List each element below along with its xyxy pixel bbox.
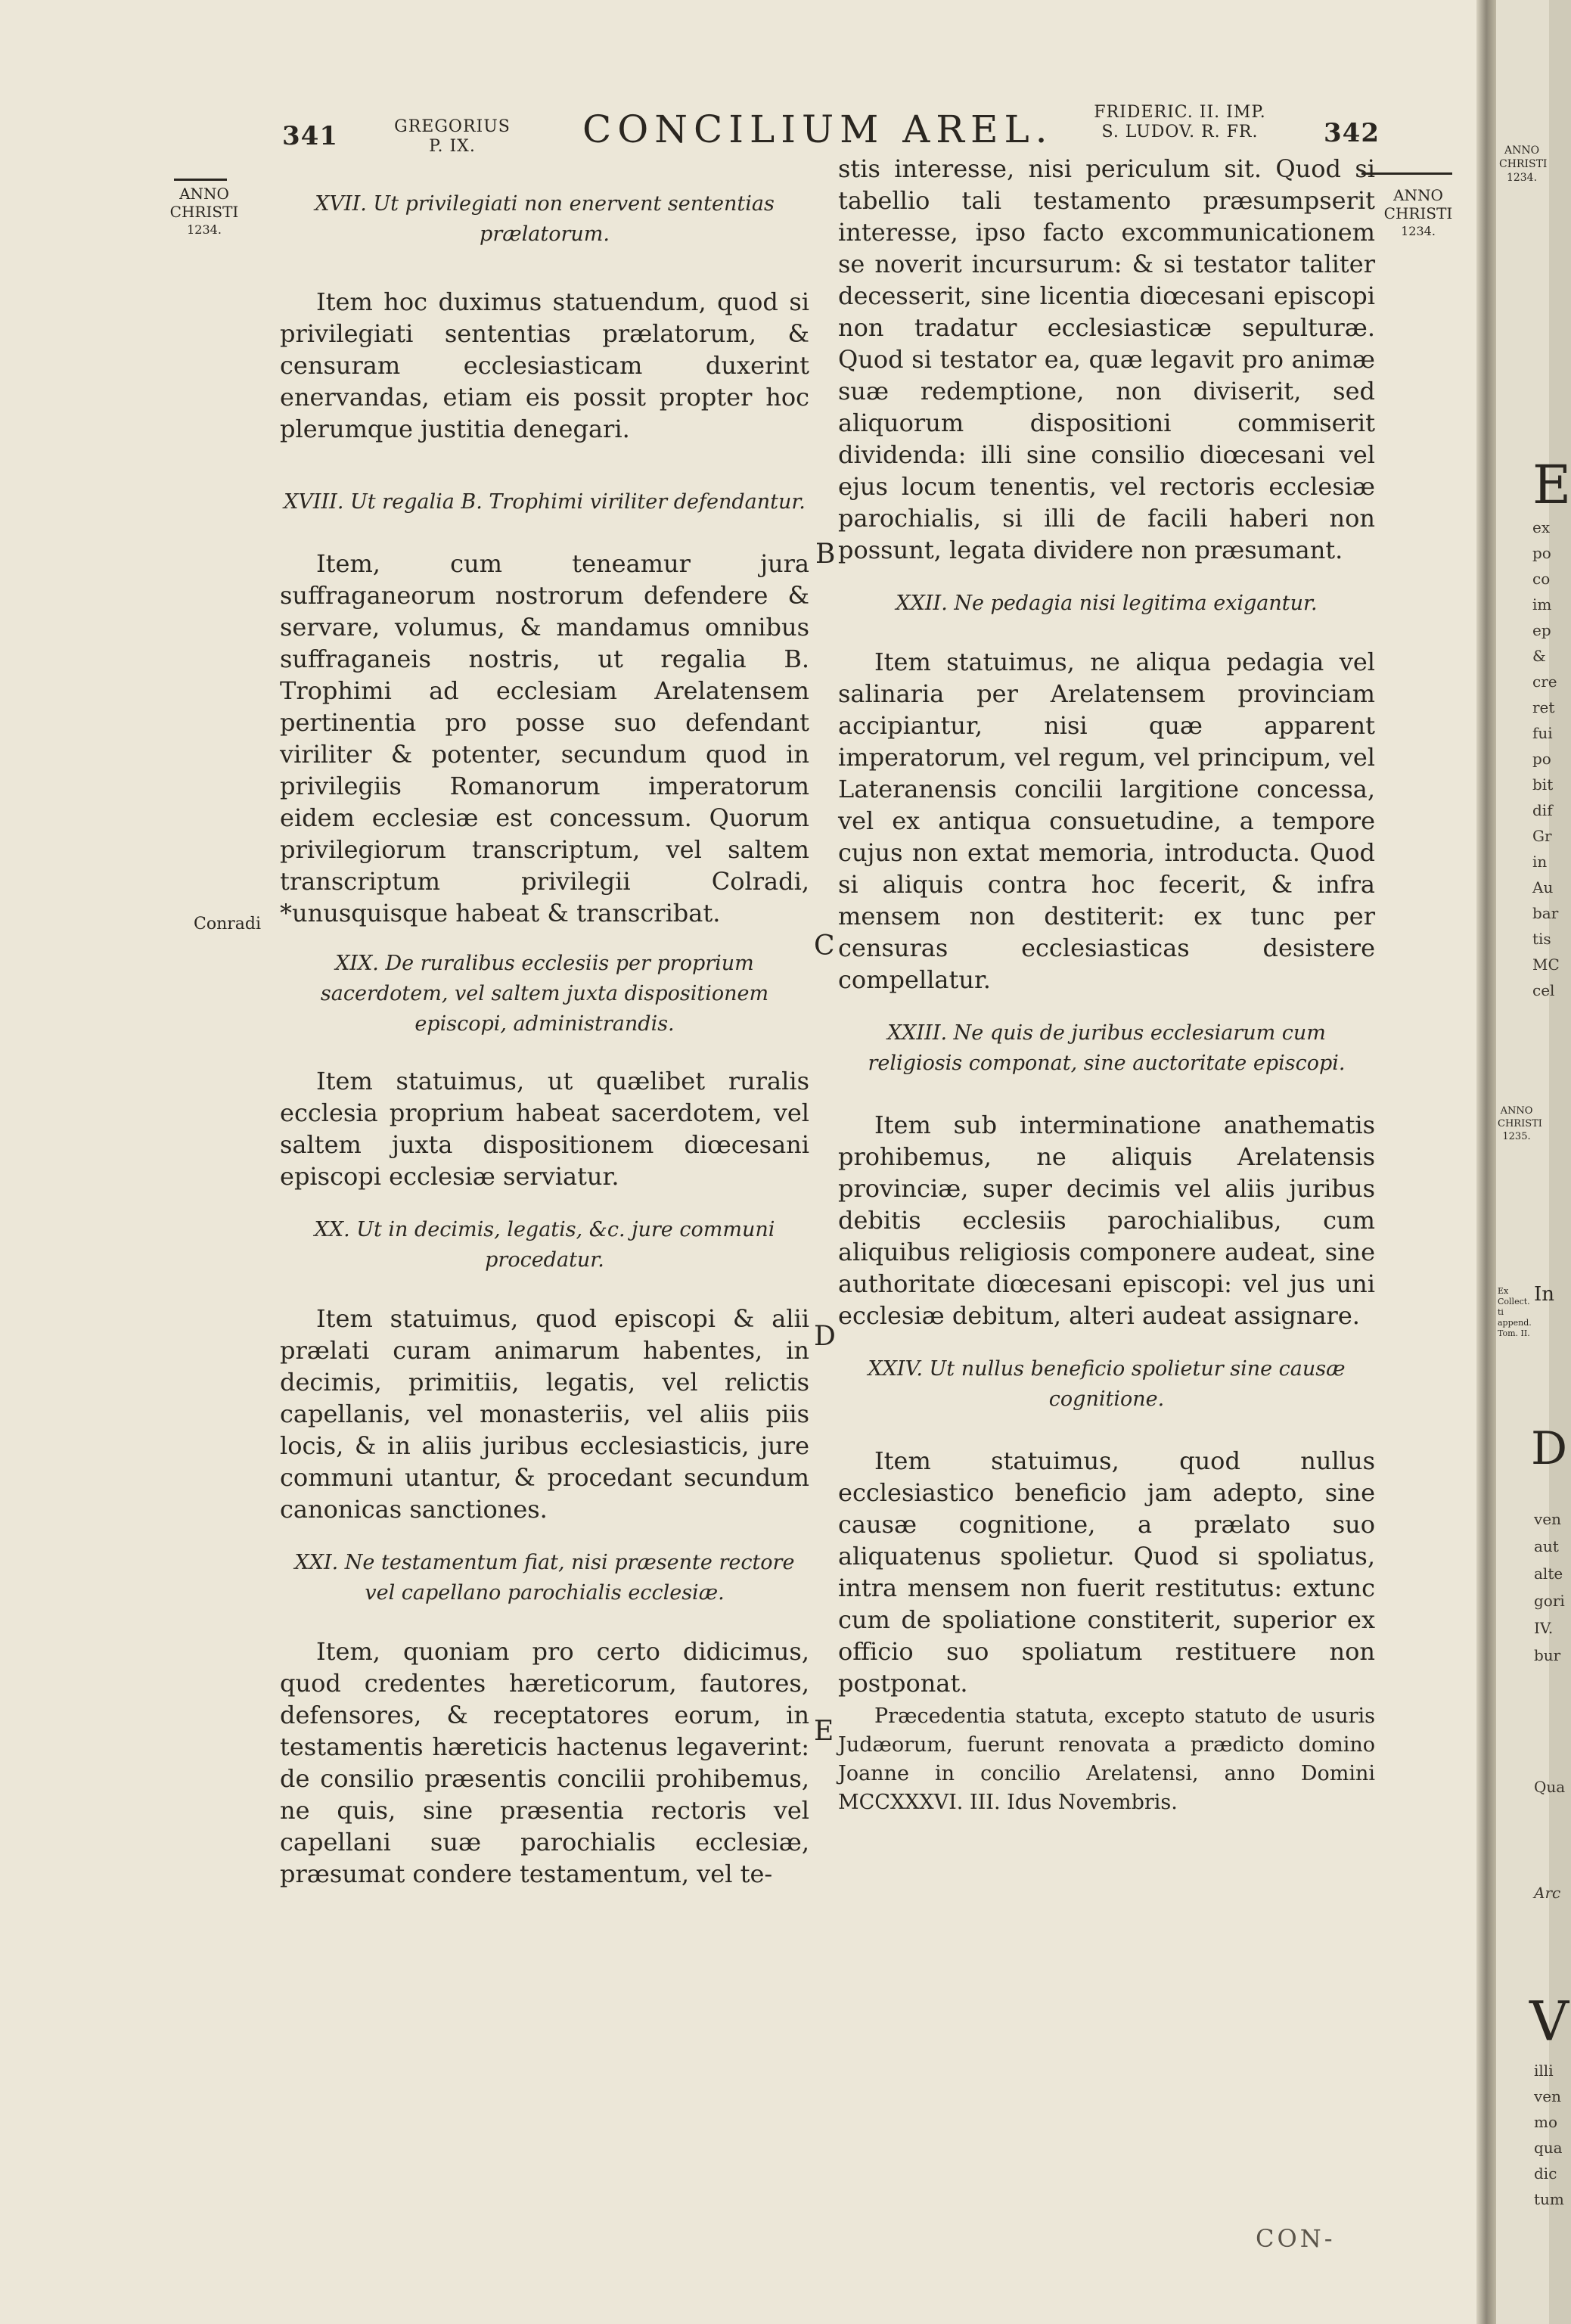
fragment: po — [1532, 750, 1551, 768]
year-label: 1234. — [1401, 224, 1436, 238]
catchword: CON- — [1256, 2224, 1336, 2253]
year-label: 1235. — [1502, 1131, 1531, 1142]
canon-text: Item, cum teneamur jura suffraganeorum nostrorum defendere & servare, volumus, & mandamus omnibus suffraganeis nostris, ut regalia B. Trophimi ad ecclesiam Arelatensem pertinentia pro posse suo defendant viriliter & potenter, secundum quod in privilegiis Romanorum imperatorum eidem ecclesiæ est concessum. Quorum privilegiorum transcriptum, vel saltem transcriptum privilegii Colradi, *unusquisque habeat & transcribat. — [280, 549, 809, 927]
margin-rule-right — [1361, 172, 1452, 175]
fragment: Gr — [1532, 827, 1552, 845]
christi-label: CHRISTI — [1499, 158, 1548, 170]
facing-lines-mid — [1534, 1505, 1565, 1669]
facing-lines-bottom — [1534, 2058, 1564, 2212]
canon-rubric: XVII. Ut privilegiati non enervent sententias prælatorum. — [315, 192, 775, 246]
fragment: in — [1532, 853, 1548, 871]
canon-xviii — [280, 487, 809, 929]
facing-initial-d: D — [1531, 1422, 1568, 1475]
fragment: cel — [1532, 981, 1555, 999]
anno-label: ANNO — [1500, 1105, 1533, 1117]
canon-xxiv — [838, 1354, 1375, 1699]
facing-fragment-arc: Arc — [1534, 1884, 1561, 1902]
canon-text: Item statuimus, quod nullus ecclesiastico beneficio jam adepto, sine causæ cognitione, a prælato suo aliquatenus spolietur. Quod si spoliatus, intra mensem non fuerit restitutus: extunc cum de spoliatione constiterit, superior ex officio suo spoliatum restituere non postponat. — [838, 1446, 1375, 1698]
margin-anno-left — [166, 185, 242, 239]
fragment: bur — [1534, 1646, 1561, 1664]
fragment: tis — [1532, 930, 1551, 948]
fragment: ven — [1534, 1510, 1562, 1528]
fragment: illi — [1534, 2061, 1554, 2080]
fragment: ret — [1532, 698, 1555, 716]
fragment: ep — [1532, 621, 1551, 639]
fragment: dic — [1534, 2164, 1557, 2183]
canon-rubric: XVIII. Ut regalia B. Trophimi viriliter defendantur. — [284, 490, 806, 514]
canon-rubric: XXIV. Ut nullus beneficio spolietur sine causæ cognitione. — [868, 1357, 1346, 1411]
anno-label: ANNO — [179, 185, 229, 203]
christi-label: CHRISTI — [169, 203, 239, 221]
facing-page-edge — [1496, 0, 1571, 2324]
facing-ex-collect — [1498, 1286, 1532, 1339]
author-line-1: GREGORIUS — [394, 117, 511, 136]
author-line-2: P. IX. — [429, 137, 476, 156]
fragment: aut — [1534, 1537, 1559, 1555]
note-line: Tom. II. — [1498, 1328, 1530, 1338]
right-column — [838, 153, 1375, 1817]
canon-rubric: XIX. De ruralibus ecclesiis per proprium sacerdotem, vel saltem juxta dispositionem episcopi, administrandis. — [320, 952, 769, 1036]
facing-anno-top — [1499, 144, 1548, 185]
canon-xxiii — [838, 1018, 1375, 1331]
canon-rubric: XX. Ut in decimis, legatis, &c. jure communi procedatur. — [314, 1218, 775, 1272]
margin-note-conradi: Conradi — [194, 915, 261, 934]
page-number-left: 341 — [282, 121, 338, 151]
fragment: qua — [1534, 2139, 1563, 2157]
fragment: bit — [1532, 775, 1554, 794]
fragment: bar — [1532, 904, 1559, 922]
canon-xix — [280, 949, 809, 1192]
canon-text: Item, quoniam pro certo didicimus, quod credentes hæreticorum, fautores, defensores, & receptatores eorum, in testamentis hæreticis hactenus legaverint: de consilio præsentis concilii prohibemus, ne quis, sine præsentia rectoris vel capellani suæ parochialis ecclesiæ, præsumat condere testamentum, vel te- — [280, 1637, 809, 1888]
year-label: 1234. — [187, 222, 222, 237]
year-label: 1234. — [1506, 172, 1538, 184]
facing-fragment-qua: Qua — [1534, 1778, 1566, 1796]
note-line: ti append. — [1498, 1307, 1532, 1328]
christi-label: CHRISTI — [1498, 1118, 1542, 1129]
facing-lines-top — [1532, 514, 1560, 1003]
left-column — [280, 189, 809, 1890]
facing-anno-mid — [1498, 1105, 1542, 1143]
fragment: cre — [1532, 673, 1557, 691]
fragment: IV. — [1534, 1619, 1554, 1637]
margin-rule-left — [174, 179, 227, 181]
christi-label: CHRISTI — [1383, 204, 1453, 222]
closing-note: Præcedentia statuta, excepto statuto de usuris Judæorum, fuerunt renovata a prædicto domino Joanne in concilio Arelatensi, anno Domini MCCXXXVI. III. Idus Novembris. — [838, 1704, 1375, 1814]
anno-label: ANNO — [1393, 186, 1443, 204]
fragment: mo — [1534, 2113, 1558, 2131]
canon-xxii — [838, 589, 1375, 996]
canon-xxi — [280, 1548, 809, 1890]
fragment: & — [1532, 647, 1546, 665]
margin-anno-right — [1380, 186, 1456, 241]
fragment: im — [1532, 595, 1552, 614]
fragment: co — [1532, 570, 1551, 588]
facing-fragment-in: In — [1534, 1283, 1555, 1306]
section-marker-b: B — [815, 539, 836, 570]
fragment: MC — [1532, 955, 1560, 974]
note-line: Ex Collect. — [1498, 1286, 1530, 1306]
canon-text: Item hoc duximus statuendum, quod si privilegiati sententias prælatorum, & censuram ecclesiasticam duxerint enervandas, etiam eis possit propter hoc plerumque justitia denegari. — [280, 287, 809, 443]
fragment: fui — [1532, 724, 1553, 742]
fragment: Au — [1532, 878, 1554, 896]
fragment: tum — [1534, 2190, 1564, 2208]
facing-initial-e: E — [1532, 454, 1571, 516]
page-number-right: 342 — [1324, 118, 1380, 148]
fragment: ex — [1532, 518, 1551, 536]
canon-rubric: XXII. Ne pedagia nisi legitima exigantur. — [896, 592, 1318, 615]
canon-text: Item statuimus, ne aliqua pedagia vel salinaria per Arelatensem provinciam accipiantur, nisi quæ apparent imperatorum, vel regum, vel principum, vel Lateranensis concilii largitione concessa, vel ex antiqua consuetudine, a tempore cujus non extat memoria, introducta. Quod si aliquis contra hoc fecerit, & infra mensem non destiterit: ex tunc per censuras ecclesiasticas desistere compellatur. — [838, 648, 1375, 994]
canon-text: Item statuimus, ut quælibet ruralis ecclesia proprium habeat sacerdotem, vel saltem juxta dispositionem diœcesani episcopi ecclesiæ serviatur. — [280, 1067, 809, 1191]
canon-rubric: XXI. Ne testamentum fiat, nisi præsente rectore vel capellano parochialis ecclesiæ. — [294, 1551, 795, 1605]
fragment: po — [1532, 544, 1551, 562]
facing-initial-v: V — [1529, 1990, 1569, 2053]
section-marker-d: D — [814, 1321, 836, 1352]
fragment: alte — [1534, 1564, 1563, 1583]
canon-xvii — [280, 189, 809, 445]
fragment: dif — [1532, 801, 1553, 819]
anno-label: ANNO — [1504, 144, 1540, 157]
canon-text: stis interesse, nisi periculum sit. Quod si tabellio tali testamento præsumpserit interesse, ipso facto excommunicationem se noverit incursurum: & si testator taliter decesserit, sine licentia diœcesani episcopi non tradatur ecclesiasticæ sepulturæ. Quod si testator ea, quæ legavit pro animæ suæ redemptione, non diviserit, sed aliquorum dispositioni commiserit dividenda: illi sine consilio diœcesani vel ejus locum tenentis, vel rectoris ecclesiæ parochialis, si illi de facili haberi non possunt, legata dividere non præsumant. — [838, 154, 1375, 564]
ruler-line-1: FRIDERIC. II. IMP. — [1094, 103, 1266, 122]
running-title: CONCILIUM AREL. — [582, 107, 1054, 151]
book-gutter — [1476, 0, 1496, 2324]
canon-rubric: XXIII. Ne quis de juribus ecclesiarum cum religiosis componat, sine auctoritate episcopi. — [868, 1021, 1346, 1075]
canon-text: Item sub interminatione anathematis prohibemus, ne aliquis Arelatensis provinciæ, super decimis vel aliis juribus debitis ecclesiis parochialibus, cum aliquibus religiosis componere audeat, sine authoritate diœcesani episcopi: vel jus uni ecclesiæ debitum, alteri audeat assignare. — [838, 1111, 1375, 1330]
canon-xx — [280, 1215, 809, 1525]
section-marker-e: E — [814, 1716, 834, 1747]
ruler-heading — [1059, 103, 1301, 142]
fragment: ven — [1534, 2087, 1562, 2105]
ruler-line-2: S. LUDOV. R. FR. — [1101, 123, 1259, 141]
fragment: gori — [1534, 1592, 1565, 1610]
canon-text: Item statuimus, quod episcopi & alii prælati curam animarum habentes, in decimis, primitiis, legatis, vel relictis capellanis, vel monasteriis, vel aliis piis locis, & in aliis juribus ecclesiasticis, jure communi utantur, & procedant secundum canonicas sanctiones. — [280, 1304, 809, 1524]
section-marker-c: C — [814, 931, 835, 962]
author-heading — [384, 117, 520, 157]
canon-xxi-continued — [838, 153, 1375, 566]
